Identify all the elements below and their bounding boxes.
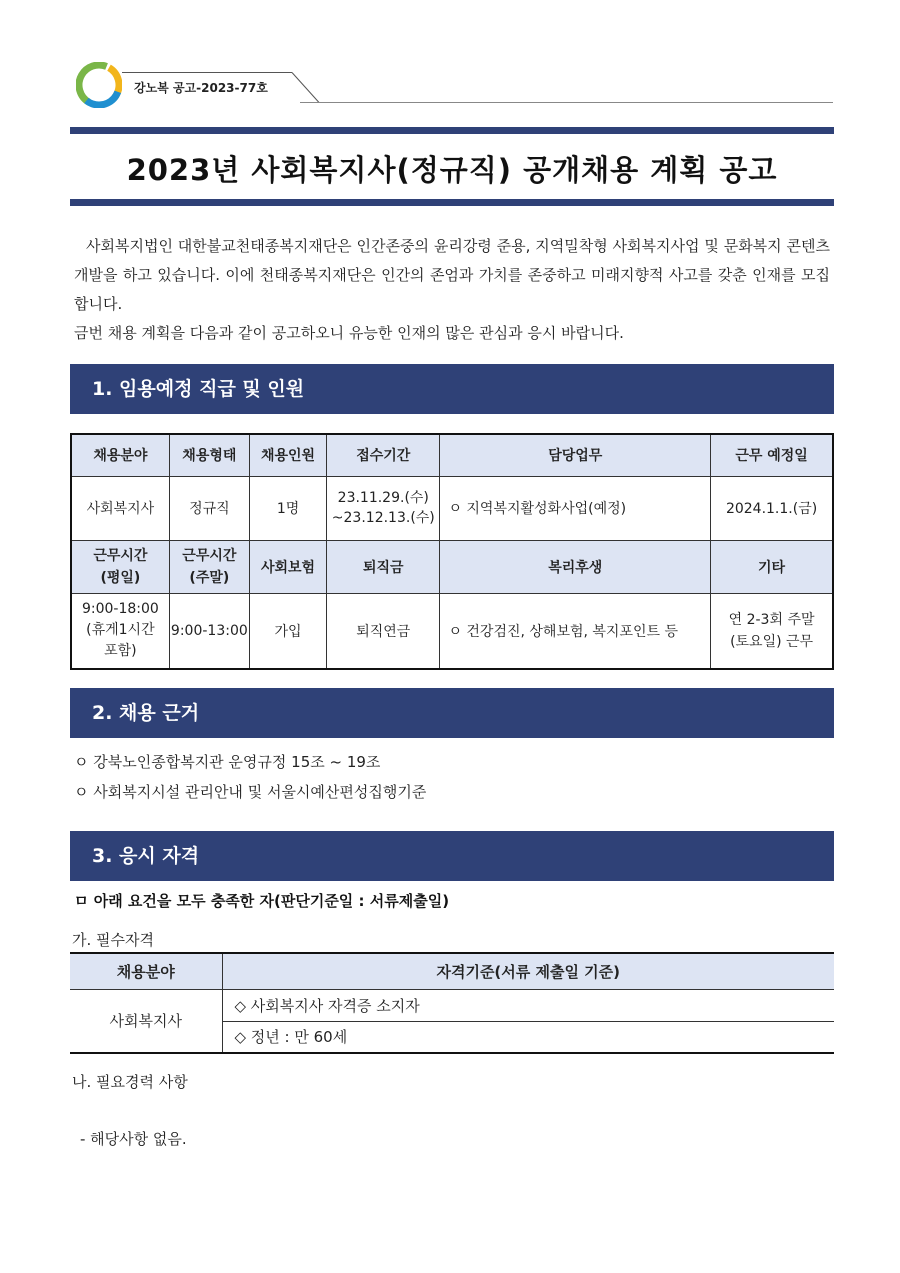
cell-welfare: ㅇ 건강검진, 상해보험, 복지포인트 등 (440, 593, 711, 669)
recruitment-table (70, 433, 834, 670)
foundation-logo-icon (76, 62, 122, 108)
header-weekday-hours: 근무시간 (평일) (71, 540, 169, 593)
header-start-date: 근무 예정일 (711, 434, 833, 476)
header-severance: 퇴직금 (327, 540, 440, 593)
header-rule (300, 102, 833, 103)
header-type: 채용형태 (169, 434, 249, 476)
header-criteria: 자격기준(서류 제출일 기준) (222, 953, 834, 989)
cell-field: 사회복지사 (70, 989, 222, 1053)
header-field: 채용분야 (70, 953, 222, 989)
basis-item: ㅇ 사회복지시설 관리안내 및 서울시예산편성집행기준 (74, 783, 427, 801)
cell-weekday-hours: 9:00-18:00 (휴게1시간 포함) (71, 593, 169, 669)
title-top-bar (70, 127, 834, 134)
requirement-note: ㅁ 아래 요건을 모두 충족한 자(판단기준일 : 서류제출일) (74, 892, 450, 910)
basis-item: ㅇ 강북노인종합복지관 운영규정 15조 ~ 19조 (74, 753, 381, 771)
header-weekend-hours: 근무시간 (주말) (169, 540, 249, 593)
header-count: 채용인원 (249, 434, 326, 476)
required-experience-label: 나. 필요경력 사항 (72, 1073, 188, 1091)
period-end: ~23.12.13.(수) (331, 510, 435, 526)
tag-slant-shape (289, 72, 331, 103)
qualification-table (70, 952, 834, 1054)
header-welfare: 복리후생 (440, 540, 711, 593)
header-field: 채용분야 (71, 434, 169, 476)
header-duty: 담당업무 (440, 434, 711, 476)
intro-paragraph-1: 사회복지법인 대한불교천태종복지재단은 인간존중의 윤리강령 준용, 지역밀착형 사회복지사업 및 문화복지 콘텐츠 개발을 하고 있습니다. 이에 천태종복지재단은 인간의 존엄과 가치를 존중하고 미래지향적 사고를 갖춘 인재를 모집합니다. (74, 237, 830, 313)
cell-severance: 퇴직연금 (327, 593, 440, 669)
cell-start-date: 2024.1.1.(금) (711, 476, 833, 540)
criteria-item: ◇ 정년 : 만 60세 (222, 1021, 834, 1053)
section-2-heading: 2. 채용 근거 (70, 688, 834, 738)
criteria-item: ◇ 사회복지사 자격증 소지자 (222, 989, 834, 1021)
header-period: 접수기간 (327, 434, 440, 476)
title-bottom-bar (70, 199, 834, 206)
page-title: 2023년 사회복지사(정규직) 공개채용 계획 공고 (126, 153, 778, 187)
cell-period (327, 476, 440, 540)
header-etc: 기타 (711, 540, 833, 593)
section-3-heading: 3. 응시 자격 (70, 831, 834, 881)
cell-insurance: 가입 (249, 593, 326, 669)
section-1-heading: 1. 임용예정 직급 및 인원 (70, 364, 834, 414)
intro-text (74, 232, 830, 348)
cell-weekend-hours: 9:00-13:00 (169, 593, 249, 669)
cell-field: 사회복지사 (71, 476, 169, 540)
cell-etc: 연 2-3회 주말 (토요일) 근무 (711, 593, 833, 669)
period-start: 23.11.29.(수) (337, 490, 429, 506)
doc-number: 강노복 공고-2023-77호 (134, 81, 268, 95)
cell-type: 정규직 (169, 476, 249, 540)
intro-paragraph-2: 금번 채용 계획을 다음과 같이 공고하오니 유능한 인재의 많은 관심과 응시 바랍니다. (74, 324, 624, 342)
basis-list (74, 747, 426, 807)
cell-duty: ㅇ 지역복지활성화사업(예정) (440, 476, 711, 540)
cell-count: 1명 (249, 476, 326, 540)
none-note: - 해당사항 없음. (80, 1130, 187, 1148)
essential-qualification-label: 가. 필수자격 (72, 931, 154, 949)
header-insurance: 사회보험 (249, 540, 326, 593)
